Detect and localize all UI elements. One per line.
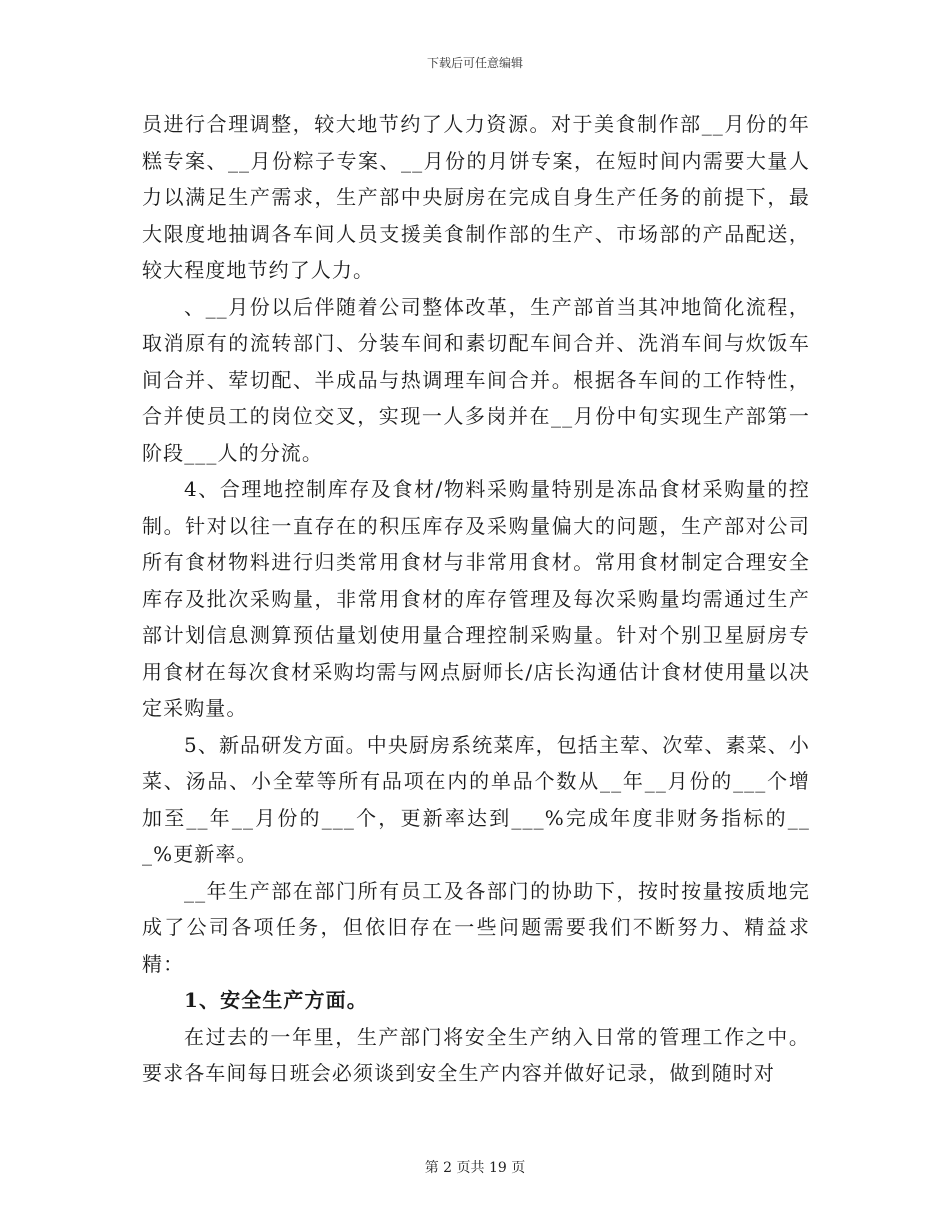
paragraph-5: __年生产部在部门所有员工及各部门的协助下，按时按量按质地完成了公司各项任务，但依旧存在一些问题需要我们不断努力、精益求精： — [142, 878, 810, 976]
paragraph-4: 5、新品研发方面。中央厨房系统菜库，包括主荤、次荤、素菜、小菜、汤品、小全荤等所有品项在内的单品个数从__年__月份的___个增加至__年__月份的___个，更新率达到___%完成年度非财务指标的___%更新率。 — [142, 732, 810, 866]
paragraph-3: 4、合理地控制库存及食材/物料采购量特别是冻品食材采购量的控制。针对以往一直存在的积压库存及采购量偏大的问题，生产部对公司所有食材物料进行归类常用食材与非常用食材。常用食材制定合理安全库存及批次采购量，非常用食材的库存管理及每次采购量均需通过生产部计划信息测算预估量划使用量合理控制采购量。针对个别卫星厨房专用食材在每次食材采购均需与网点厨师长/店长沟通估计食材使用量以决定采购量。 — [142, 477, 810, 720]
document-body — [142, 106, 810, 1092]
page-header: 下载后可任意编辑 — [426, 56, 523, 70]
page-footer: 第 2 页共 19 页 — [424, 1160, 526, 1176]
paragraph-6: 在过去的一年里，生产部门将安全生产纳入日常的管理工作之中。要求各车间每日班会必须谈到安全生产内容并做好记录，做到随时对 — [142, 1024, 810, 1085]
paragraph-2: 、__月份以后伴随着公司整体改革，生产部首当其冲地简化流程，取消原有的流转部门、分装车间和素切配车间合并、洗消车间与炊饭车间合并、荤切配、半成品与热调理车间合并。根据各车间的工作特性，合并使员工的岗位交叉，实现一人多岗并在__月份中旬实现生产部第一阶段___人的分流。 — [142, 294, 810, 465]
paragraph-1: 员进行合理调整，较大地节约了人力资源。对于美食制作部__月份的年糕专案、__月份粽子专案、__月份的月饼专案，在短时间内需要大量人力以满足生产需求，生产部中央厨房在完成自身生产任务的前提下，最大限度地抽调各车间人员支援美食制作部的生产、市场部的产品配送，较大程度地节约了人力。 — [142, 112, 810, 282]
section-heading: 1、安全生产方面。 — [184, 988, 368, 1012]
